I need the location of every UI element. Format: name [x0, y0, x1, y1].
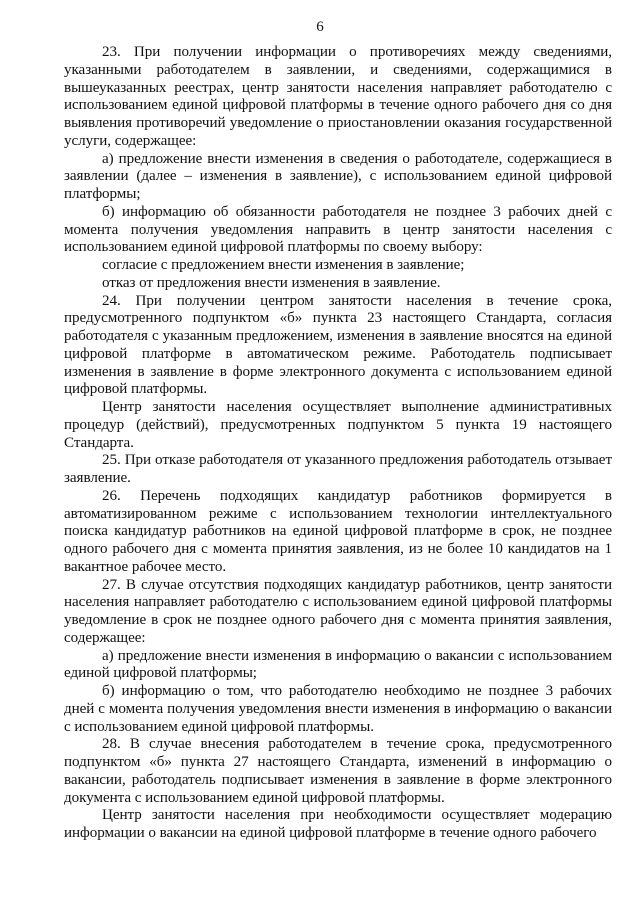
paragraph-23-b-option-refuse: отказ от предложения внести изменения в заявление. — [102, 274, 441, 291]
paragraph-24: 24. При получении центром занятости населения в течение срока, предусмотренного подпунктом «б» пункта 23 настоящего Стандарта, согласия работодателя с указанным предложением, изменения в заявление вносятся на единой цифровой платформе в автоматическом режиме. Работодатель подписывает изменения в заявление в форме электронного документа с использованием единой цифровой платформы. — [64, 292, 612, 398]
paragraph-27-b: б) информацию о том, что работодателю необходимо не позднее 3 рабочих дней с момента получения уведомления внести изменения в информацию о вакансии с использованием единой цифровой платформы. — [64, 683, 612, 735]
paragraph-24-continued: Центр занятости населения осуществляет выполнение административных процедур (действий), предусмотренных подпунктом 5 пункта 19 настоящего Стандарта. — [64, 399, 612, 451]
page-number: 6 — [316, 19, 324, 35]
paragraph-26: 26. Перечень подходящих кандидатур работников формируется в автоматизированном режиме с использованием технологии интеллектуального поиска кандидатур работников на единой цифровой платформе в срок, не позднее одного рабочего дня с момента принятия заявления, из не более 10 кандидатов на 1 вакантное рабочее место. — [64, 487, 612, 575]
paragraph-23-b-option-agree: согласие с предложением внести изменения в заявление; — [102, 257, 465, 273]
paragraph-23: 23. При получении информации о противоречиях между сведениями, указанными работодателем в заявлении, и сведениями, содержащимися в вышеуказанных реестрах, центр занятости населения направляет работодателю с использованием единой цифровой платформы в течение одного рабочего дня со дня выявления противоречий уведомление о приостановлении оказания государственной услуги, содержащее: — [64, 44, 612, 149]
paragraph-25: 25. При отказе работодателя от указанного предложения работодатель отзывает заявление. — [64, 452, 612, 486]
paragraph-27: 27. В случае отсутствия подходящих кандидатур работников, центр занятости населения направляет работодателю с использованием единой цифровой платформы уведомление в срок не позднее одного рабочего дня с момента принятия заявления, содержащее: — [64, 576, 612, 646]
paragraph-28: 28. В случае внесения работодателем в течение срока, предусмотренного подпунктом «б» пункта 27 настоящего Стандарта, изменений в информацию о вакансии, работодатель подписывает изменения в заявление в форме электронного документа с использованием единой цифровой платформы. — [64, 736, 612, 806]
paragraph-23-a: а) предложение внести изменения в сведения о работодателе, содержащиеся в заявлении (далее – изменения в заявление), с использованием единой цифровой платформы; — [64, 150, 612, 202]
paragraph-27-a: а) предложение внести изменения в информацию о вакансии с использованием единой цифровой платформы; — [64, 647, 612, 682]
document-body — [64, 44, 612, 843]
paragraph-23-b: б) информацию об обязанности работодателя не позднее 3 рабочих дней с момента получения уведомления направить в центр занятости населения с использованием единой цифровой платформы по своему выбору: — [64, 203, 612, 256]
paragraph-28-continued: Центр занятости населения при необходимости осуществляет модерацию информации о вакансии на единой цифровой платформе в течение одного рабочего — [64, 807, 612, 841]
